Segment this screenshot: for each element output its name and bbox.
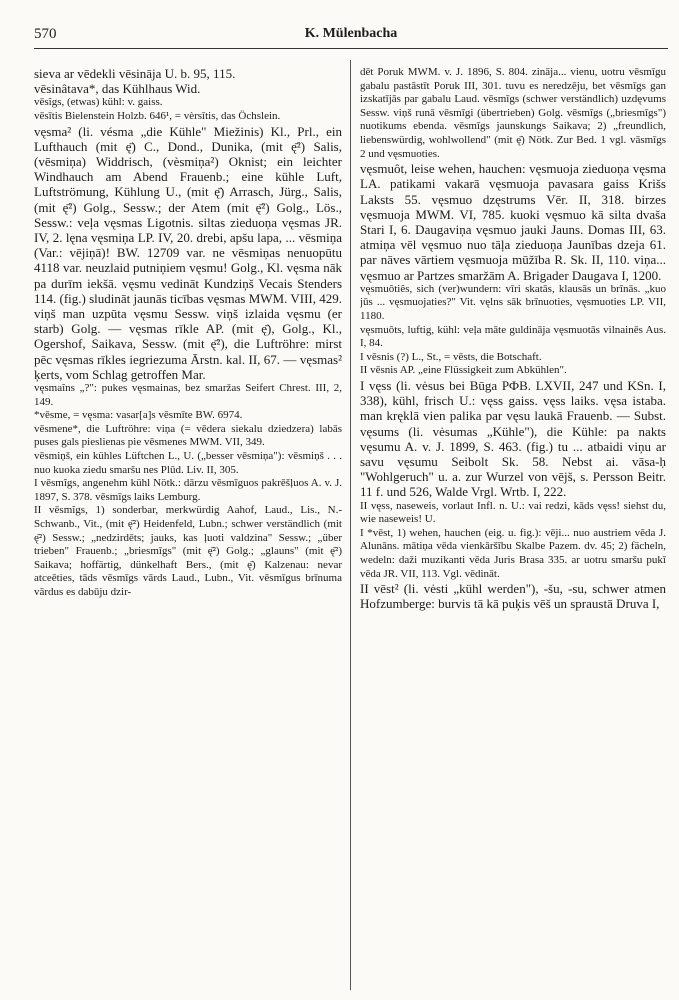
- dictionary-entry: vęsma² (li. vésma „die Kühle" Miežinis) Kl., Prl., ein Lufthauch (mit ę̄) C., Dond., Dunika, (mit ę̄²) Salis, (vēsmiņa) Widdrisch, (vèsmiņa²) Oknist; ein leichter Windhauch am Abend Frauenb.; eine kühle Luft, Luftströmung, Kühlung U., (mit ę̄) Arrasch, Jürg., Salis, (mit ę̄²) Golg., Sessw.; der Atem (mit ę̄²) Golg., Lös., Sessw.: veļa vęsmas Ligotnis. siltas zieduoņa vęsmas JR. IV, 2. lęna vęsmiņa LP. IV, 20. drebi, apšu lapa, ... vēsmiņa (Var.: vējiņā)! BW. 12709 var. ne vēsmiņas nenuopūtu 4118 var. neuzlaid putniņiem vęsmu! Golg., Kl. vęsma nāk pa durīm iekšā. vęsmu vedināt Kundziņš Vecais Stenders 114. (fig.) sludināt jaunās ticības vęsmas MWM. VIII, 429. viņš man uzpūta vęsmu Sessw. viņš izlaida vęsmu (er starb) Golg. — vęsmas rīkle AP. (mit ę̄), Golg., Kl., Ogershof, Saikava, Sessw. (mit ę̄²), die Luftröhre: mirst pēc vęsmas rīkles iegriezuma Ārstn. kal. II, 67. — vęsmas² ķerts, vom Schlag getroffen Mar.: [34, 123, 342, 382]
- dictionary-entry: vęsmaîns „?": pukes vęsmainas, bez smaržas Seifert Chrest. III, 2, 149.: [34, 382, 342, 408]
- page-header: [34, 24, 668, 46]
- dictionary-entry: I vēsnis (?) L., St., = vēsts, die Botschaft.: [360, 350, 542, 363]
- dictionary-entry: vēsmene*, die Luftröhre: viņa (= vēdera siekalu dziedzera) labās puses gals pieslienas pie vēsmenes MWM. VII, 349.: [34, 422, 342, 449]
- dictionary-entry: dēt Poruk MWM. v. J. 1896, S. 804. zināja... vienu, uotru vēsmīgu gabalu pastāstīt Poruk III, 301. tuvu es neredzēju, bet vēsmīgs gan izskatījās par gabalu Laud. vēsmīgs (schwer verständlich) uzdęvums Sessw. viņš runā vēsmīgi (übertrieben) Golg. vēsmīgs („briesmīgs") nuotikums ebenda. vēsmīgs jaunskungs Saikava; 2) „freundlich, liebenswürdig, wohlwollend" (mit ę̄) Nötk. Zur Bed. 1 vgl. vāsmīgs 2 und vęsmuoties.: [360, 66, 666, 160]
- dictionary-entry: vēsmiņš, ein kühles Lüftchen L., U. („besser vēsmiņa"): vēsmiņš . . . nuo kuoka ziedu smaršu nes Plūd. Liv. II, 305.: [34, 450, 342, 476]
- right-column: [360, 66, 666, 996]
- dictionary-entry: I vēsmîgs, angenehm kühl Nötk.: dārzu vēsmīguos pakrēšļuos A. v. J. 1897, S. 378. vēsmīgs laiks Lemburg.: [34, 477, 342, 503]
- dictionary-entry: vēsītis Bielenstein Holzb. 646¹, = vèrsītis, das Öchslein.: [34, 110, 281, 122]
- dictionary-entry: II vēsmîgs, 1) sonderbar, merkwürdig Aahof, Laud., Lis., N.-Schwanb., Vit., (mit ę̄²) Heidenfeld, Lubn.; schwer verständlich (mit ę̄²) Sessw.; „nedzirdēts; jauks, kas ļuoti valdzina" Sessw.; „über trieben" Frauenb.; „briesmīgs" (mit ę̄²) Golg.; „glauns" (mit ę̄²) Saikava; hoffärtig, dünkelhaft Bers., (mit ę̄) Kalzenau: nevar atceēties, tāds vēsmīgs vārds Laud., Lubn., Vit. vēsmīgus brīnuma vārdus es dabūju dzir-: [34, 504, 342, 598]
- dictionary-entry: *vēsme, = vęsma: vasar[a]s vēsmīte BW. 6974.: [34, 409, 243, 422]
- dictionary-entry: I vęss (li. vėsus bei Būga РФВ. LXVII, 247 und KSn. I, 338), kühl, frisch U.: vęss gaiss. vęss laiks. vęsa istaba. man kręklā vien palika par vęsu laukā Frauenb. — Subst. vęsums (li. vėsumas „Kühle"), die Kühle: pa nakts vęsumu A. v. J. 1899, S. 463. (fig.) tu ... atbaidi viņu ar savu vęsumu Seibolt Sk. 58. Nebst ai. vāsa-ḥ "Wohlgeruch" u. a. zur Wurzel von vējš, s. Persson Beitr. 11 f. und 526, Walde Vrgl. Wrtb. I, 222.: [360, 377, 666, 500]
- dictionary-entry: vęsmuôt, leise wehen, hauchen: vęsmuoja zieduoņa vęsma LA. patikami vakarā vęsmuoja pavasara gaiss Krišs Laksts 55. vęsmuo dzęstrums Vēr. II, 318. birzes vęsmuoja MWM. VI, 785. kuoki vęsmuo kā silta dvaša Stari I, 6. Daugaviņa vęsmuo jauki Jauns. Domas III, 63. atmiņa vēl vęsmuo nuo tāļa zieduoņa Jaunības dzeja 61. par nāves vārtiem vęsmuoja mūžība R. Sk. II, 110. viņa... vęsmuo ar Partzes smaržām A. Brigader Daugava I, 1200.: [360, 161, 666, 283]
- dictionary-entry: II vēst² (li. vėsti „kühl werden"), -šu, -su, schwer atmen Hofzumberge: burvis tā kā puķis vēš un spraustā Druva I,: [360, 581, 666, 612]
- running-head: K. Mülenbacha: [304, 26, 398, 41]
- page-number: 570: [34, 26, 57, 42]
- dictionary-entry: vęsmuôtiês, sich (ver)wundern: vīri skatās, klausās un brīnās. „kuo jūs ... vęsmuojaties?" Vit. vęlns sāk brīnuoties, vęsmuoties LP. VII, 1180.: [360, 282, 666, 322]
- left-column: [34, 66, 342, 996]
- dictionary-entry: vēsinâtava*, das Kühlhaus Wid.: [34, 81, 201, 97]
- dictionary-entry: vęsmuôts, luftig, kühl: veļa māte guldināja vęsmuotās vilnainēs Aus. I, 84.: [360, 323, 666, 350]
- dictionary-entry: II vēsnis AP. „eine Flüssigkeit zum Abkühlen".: [360, 364, 567, 377]
- dictionary-entry: vēsîgs, (etwas) kühl: v. gaiss.: [34, 96, 163, 109]
- dictionary-entry: sieva ar vēdekli vēsināja U. b. 95, 115.: [34, 66, 236, 81]
- column-divider: [350, 60, 351, 990]
- header-rule: [34, 48, 668, 49]
- dictionary-entry: II vęss, naseweis, vorlaut Infl. n. U.: vai redzi, kāds vęss! siehst du, wie naseweis! U.: [360, 499, 666, 526]
- dictionary-entry: I *vēst, 1) wehen, hauchen (eig. u. fig.): vēji... nuo austriem vēda J. Alunāns. mātiņa vēda vienkāršību Skalbe Pazem. dv. 45; 2) fächeln, wedeln: daži muzikanti vēda Juris Brasa 335. ar uotru smaršu pukī vēda JR. VII, 113. Vgl. vēdināt.: [360, 526, 666, 580]
